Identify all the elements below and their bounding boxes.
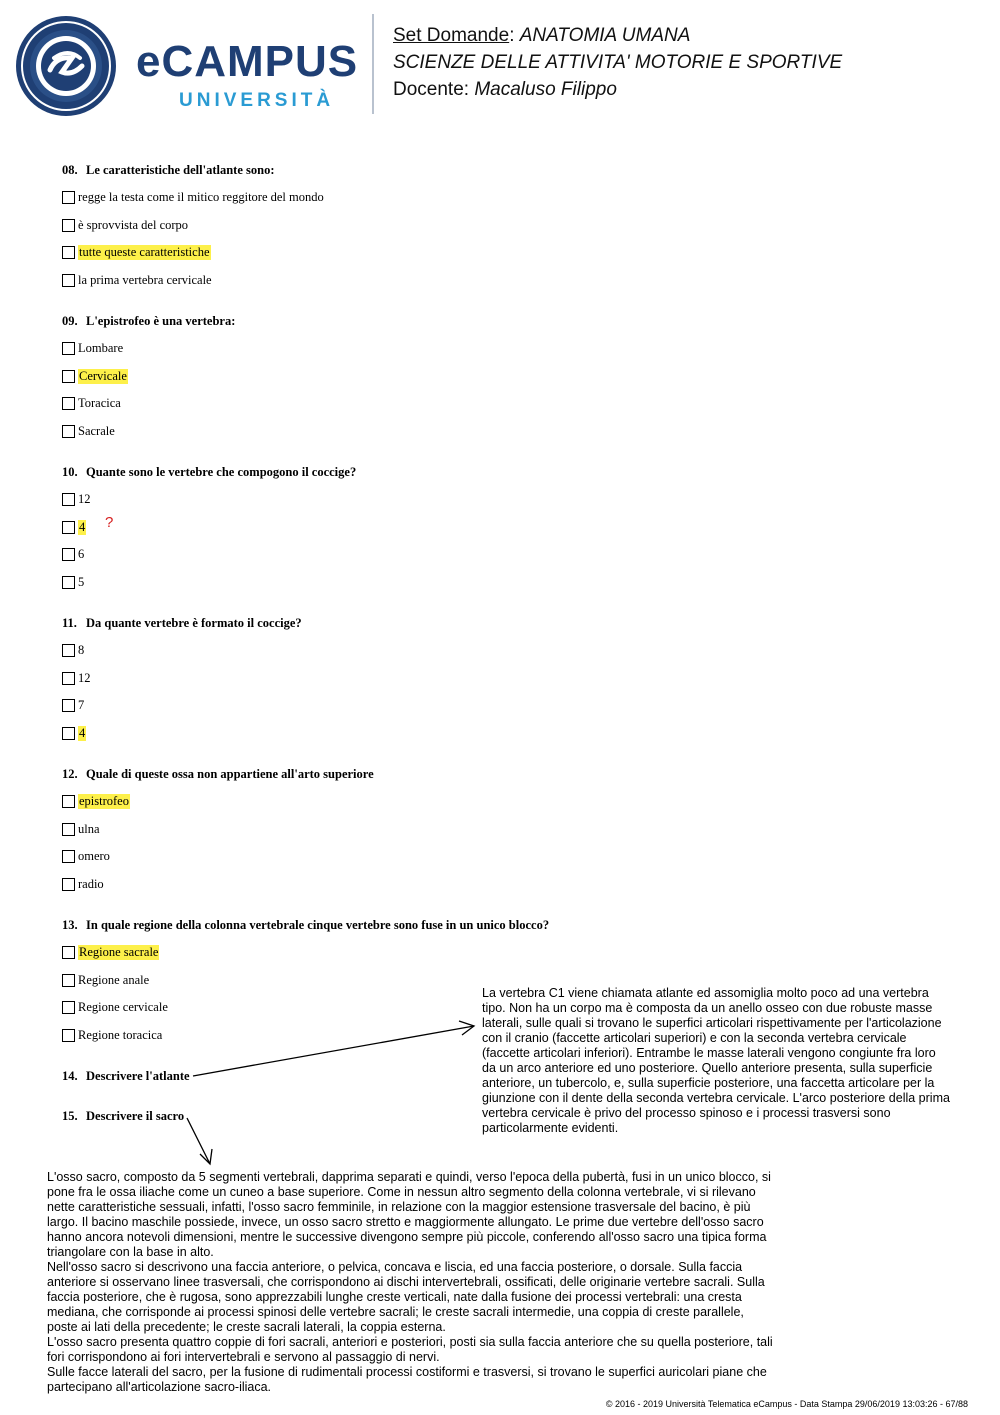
question-text: L'epistrofeo è una vertebra: [86, 314, 236, 328]
answer-label: radio [78, 876, 104, 891]
answer-label-highlighted: 4 [79, 725, 86, 740]
set-label: Set Domande [393, 25, 510, 46]
answer-label: Toracica [78, 396, 121, 411]
subject: ANATOMIA UMANA [519, 25, 691, 46]
answer-label: la prima vertebra cervicale [78, 272, 212, 287]
question-text: Quante sono le vertebre che compogono il coccige? [86, 465, 357, 479]
answer-label-highlighted: epistrofeo [79, 794, 129, 808]
answer-label-highlighted: Cervicale [79, 368, 127, 383]
arrow-atlante [193, 1021, 474, 1076]
question-number: 09. [62, 314, 78, 328]
answer-label: 7 [78, 698, 85, 713]
answer-label: 5 [78, 574, 85, 589]
answer-label: ulna [78, 821, 100, 836]
note-sacro-paragraph: Sulle facce laterali del sacro, per la fusione di rudimentali processi costiformi e trasversi, si trovano le superfici auricolari piane che partecipano all'articolazione sacro-iliaca. [47, 1365, 767, 1394]
answer-label: Lombare [78, 341, 124, 355]
answer-label: Regione toracica [78, 1027, 163, 1042]
teacher-label: Docente: [393, 79, 470, 100]
subject-line: Set Domande: ANATOMIA UMANA [393, 25, 691, 46]
question-number: 13. [62, 918, 78, 932]
answer-label-highlighted: tutte queste caratteristiche [79, 245, 210, 260]
course: SCIENZE DELLE ATTIVITA' MOTORIE E SPORTIVE [393, 52, 843, 73]
question-text: Le caratteristiche dell'atlante sono: [86, 163, 275, 177]
answer-label: 12 [78, 670, 91, 685]
question-number: 11. [62, 616, 77, 630]
answer-label: regge la testa come il mitico reggitore del mondo [78, 190, 324, 204]
answer-label: omero [78, 849, 110, 864]
page-footer: © 2016 - 2019 Università Telematica eCampus - Data Stampa 29/06/2019 13:03:26 - 67/88 [605, 1399, 968, 1409]
brand-name: eCAMPUS [136, 37, 359, 86]
answer-label-highlighted: Regione sacrale [79, 945, 159, 959]
question-number: 10. [62, 465, 78, 479]
question-text: Quale di queste ossa non appartiene all'arto superiore [86, 767, 374, 781]
question-number: 12. [62, 767, 78, 781]
answer-label: 8 [78, 643, 85, 657]
question-mark-annotation: ? [105, 514, 114, 531]
question-number: 08. [62, 163, 78, 177]
question-number: 14. [62, 1069, 78, 1083]
arrow-sacro [187, 1118, 212, 1164]
note-sacro-paragraph: L'osso sacro presenta quattro coppie di fori sacrali, anteriori e posteriori, posti sia sulla faccia anteriore che su quella posteriore, tali fori corrispondono ai fori intervertebrali e servono al passaggio di nervi. [47, 1335, 773, 1364]
note-sacro-paragraph: Nell'osso sacro si descrivono una faccia anteriore, o pelvica, concava e liscia, ed una faccia posteriore, o dorsale. Sulla faccia anteriore si osservano linee trasversali, che corrispondono ai dischi intervertebrali, ossificati, delle originarie vertebre sacrali. Sulla faccia posteriore, che è rugosa, sono apprezzabili lunghe creste verticali, nate dalla fusione dei processi vertebrali: una cresta mediana, che corrisponde ai processi spinosi delle vertebre sacrali; le creste sacrali intermedie, una coppia di creste parallele, poste ai lati della precedente; le creste sacrali laterali, la coppia esterna. [47, 1260, 765, 1334]
teacher: Macaluso Filippo [474, 79, 617, 100]
question-text: Descrivere il sacro [86, 1109, 185, 1123]
question-text: Da quante vertebre è formato il coccige? [86, 616, 302, 630]
answer-label: 12 [78, 492, 91, 506]
note-sacro-paragraph: L'osso sacro, composto da 5 segmenti vertebrali, dapprima separati e quindi, verso l'epoca della pubertà, fusi in un unico blocco, si pone fra le ossa iliache come un cuneo a base superiore. Come in nessun altro segmento della colonna vertebrale, vi si rilevano nette caratteristiche sessuali, infatti, l'osso sacro femminile, in relazione con la maggior estensione trasversale del bacino, è più largo. Il bacino maschile possiede, invece, un osso sacro stretto e maggiormente allungato. Le prime due vertebre dell'osso sacro hanno ancora notevoli dimensioni, mentre le successive divengono sempre più piccole, conferendo all'osso sacro una tipica forma triangolare con la base in alto. [47, 1170, 771, 1259]
answer-label: Regione cervicale [78, 1000, 168, 1015]
note-atlante: La vertebra C1 viene chiamata atlante ed assomiglia molto poco ad una vertebra tipo. Non ha un corpo ma è composta da un anello osseo con due robuste masse laterali, sulle quali si trovano le superfici articolari rispettivamente per l'articolazione con il cranio (faccette articolari superiori) e con la seconda vertebra cervicale (faccette articolari inferiori). Entrambe le masse laterali vengono congiunte fra loro da un arco anteriore ed uno posteriore. Quello anteriore presenta, sulla superficie anteriore, un tubercolo, e, sulla superficie posteriore, una faccetta articolare per la giunzione con il dente della seconda vertebra cervicale. L'arco posteriore della prima vertebra cervicale è privo del processo spinoso e i processi trasversi sono particolarmente evidenti. [482, 986, 950, 1135]
answer-label: Regione anale [78, 972, 150, 987]
brand-subtitle: UNIVERSITÀ [179, 90, 335, 111]
answer-label: 6 [78, 547, 85, 562]
question-number: 15. [62, 1109, 78, 1123]
answer-label: Sacrale [78, 423, 115, 438]
answer-label: è sprovvista del corpo [78, 217, 189, 232]
answer-label-highlighted: 4 [79, 519, 86, 534]
question-text: Descrivere l'atlante [86, 1069, 190, 1083]
question-text: In quale regione della colonna vertebrale cinque vertebre sono fuse in un unico blocco? [86, 918, 550, 932]
